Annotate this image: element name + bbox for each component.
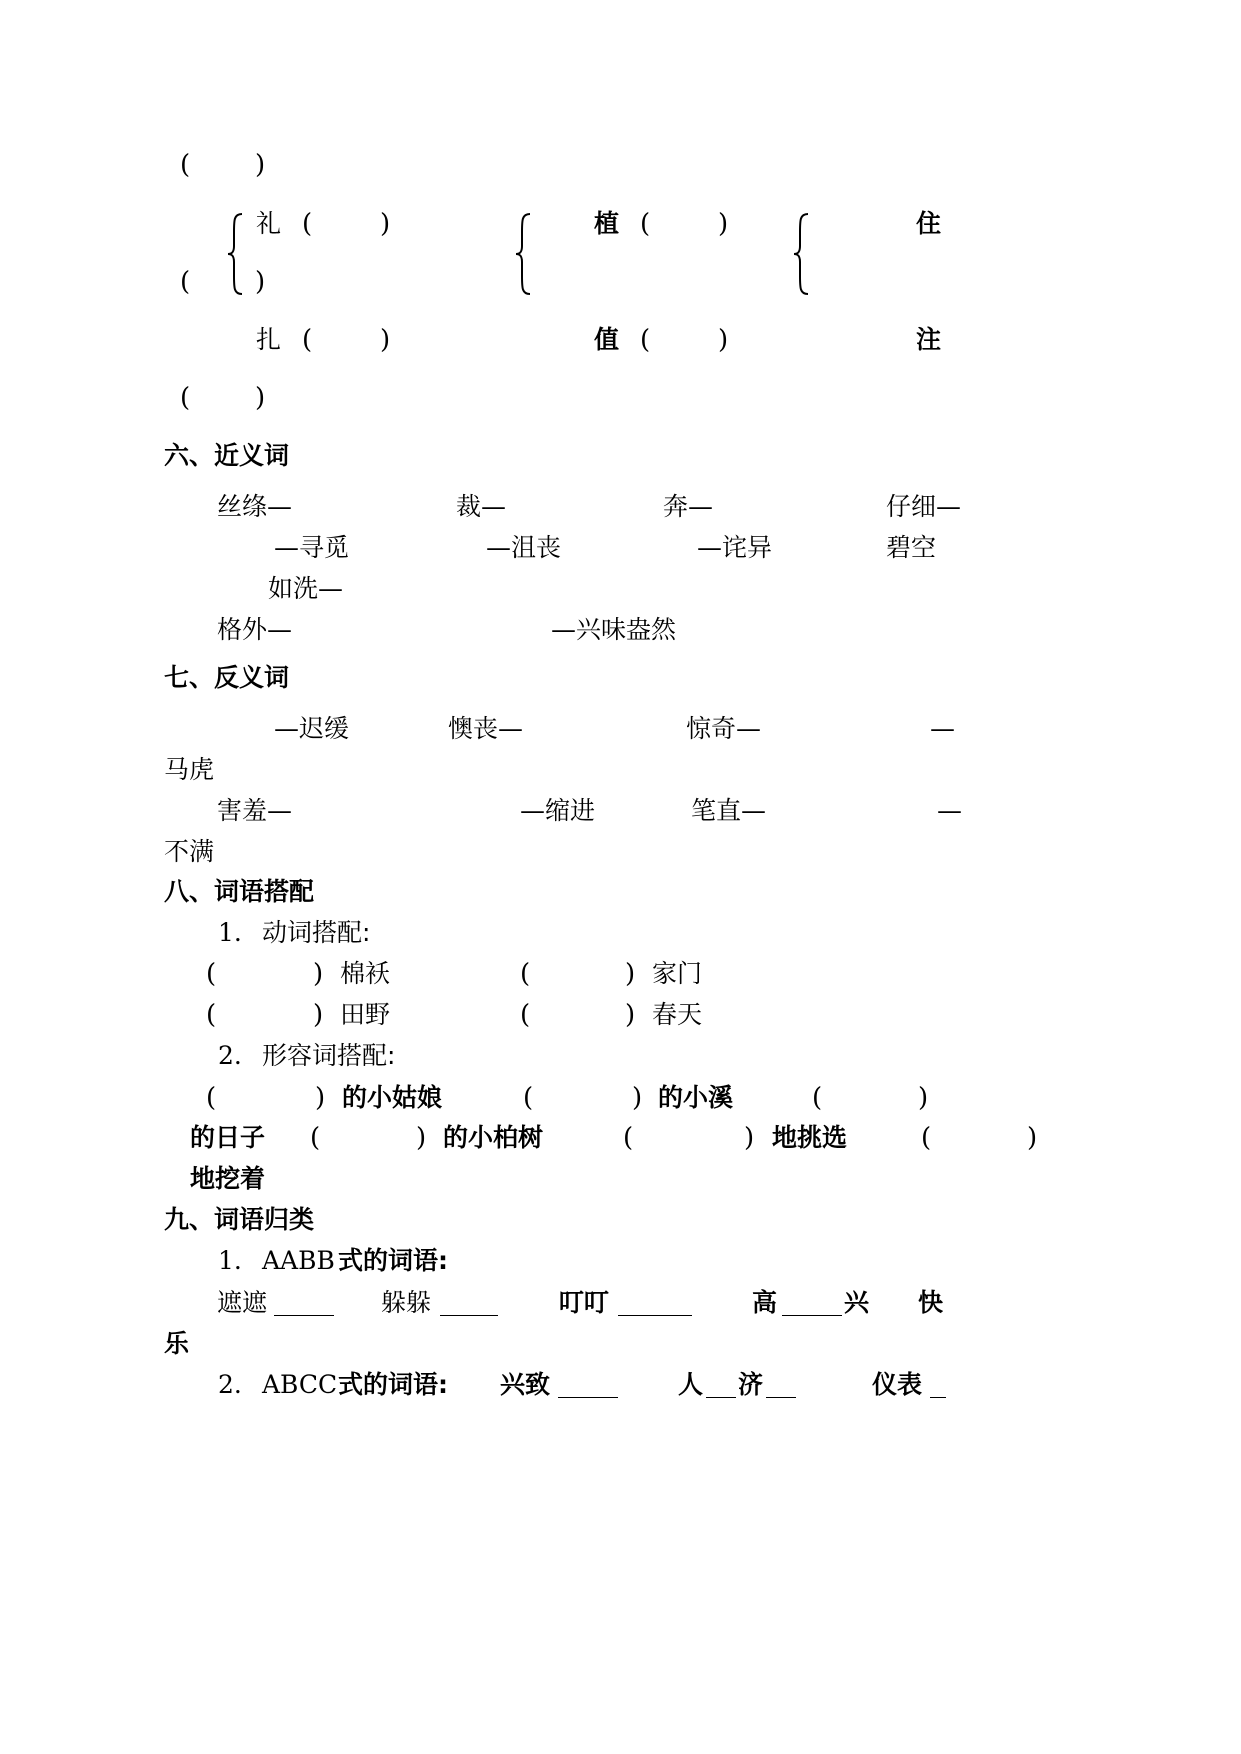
left-brace-2 xyxy=(514,212,532,296)
subsection-label: 式的词语: xyxy=(338,1246,448,1275)
synonym-item: 格外— xyxy=(217,615,293,644)
word-stem: 叮叮 xyxy=(559,1288,610,1317)
antonym-item: 害羞— xyxy=(217,796,293,825)
close-paren: ) xyxy=(315,1083,326,1113)
close-paren: ) xyxy=(255,383,266,413)
answer-blank xyxy=(930,1397,946,1398)
antonym-item: 不满 xyxy=(164,837,215,866)
answer-blank xyxy=(558,1397,618,1398)
open-paren: ( xyxy=(206,1083,217,1113)
open-paren: ( xyxy=(640,209,651,239)
section-heading-collocation: 八、词语搭配 xyxy=(164,877,315,906)
collocation-item: 田野 xyxy=(340,1000,391,1029)
antonym-item: —迟缓 xyxy=(274,714,350,743)
open-paren: ( xyxy=(310,1123,321,1153)
close-paren: ) xyxy=(918,1083,929,1113)
word-stem: 高 xyxy=(752,1288,778,1317)
synonym-item: 仔细— xyxy=(886,492,962,521)
answer-blank xyxy=(618,1315,692,1316)
pattern-label: AABB xyxy=(262,1246,335,1275)
char-zhu2: 注 xyxy=(916,325,942,354)
collocation-item: 地挖着 xyxy=(190,1164,266,1193)
char-zhi: 植 xyxy=(594,209,620,238)
subsection-number: 1. xyxy=(218,918,242,947)
answer-blank xyxy=(706,1397,736,1398)
close-paren: ) xyxy=(255,267,266,297)
open-paren: ( xyxy=(206,959,217,989)
answer-blank xyxy=(274,1315,334,1316)
open-paren: ( xyxy=(206,1000,217,1030)
word-stem: 遮遮 xyxy=(217,1288,268,1317)
open-paren: ( xyxy=(640,325,651,355)
section-heading-antonyms: 七、反义词 xyxy=(164,663,290,692)
collocation-item: 家门 xyxy=(652,959,703,988)
antonym-item: 惊奇— xyxy=(686,714,762,743)
close-paren: ) xyxy=(625,1000,636,1030)
close-paren: ) xyxy=(416,1123,427,1153)
close-paren: ) xyxy=(632,1083,643,1113)
synonym-item: 裁— xyxy=(456,492,507,521)
word-stem: 人 xyxy=(678,1370,704,1399)
synonym-item: 如洗— xyxy=(268,574,344,603)
subsection-label: 动词搭配: xyxy=(262,918,371,947)
open-paren: ( xyxy=(180,383,191,413)
collocation-item: 的日子 xyxy=(190,1123,266,1152)
close-paren: ) xyxy=(380,209,391,239)
collocation-item: 的小柏树 xyxy=(443,1123,544,1152)
synonym-item: 丝绦— xyxy=(217,492,293,521)
answer-blank xyxy=(440,1315,498,1316)
left-brace-3 xyxy=(792,212,810,296)
close-paren: ) xyxy=(744,1123,755,1153)
close-paren: ) xyxy=(718,209,729,239)
word-stem: 乐 xyxy=(164,1329,190,1358)
char-zhu: 住 xyxy=(916,209,942,238)
collocation-item: 地挑选 xyxy=(772,1123,848,1152)
synonym-item: —兴味盎然 xyxy=(551,615,677,644)
collocation-item: 的小姑娘 xyxy=(342,1083,443,1112)
open-paren: ( xyxy=(302,209,313,239)
close-paren: ) xyxy=(380,325,391,355)
synonym-item: —寻觅 xyxy=(274,533,350,562)
antonym-item: — xyxy=(930,714,955,743)
antonym-item: —缩进 xyxy=(520,796,596,825)
open-paren: ( xyxy=(520,1000,531,1030)
synonym-item: —诧异 xyxy=(697,533,773,562)
close-paren: ) xyxy=(313,1000,324,1030)
open-paren: ( xyxy=(812,1083,823,1113)
subsection-number: 2. xyxy=(218,1041,242,1070)
antonym-item: 懊丧— xyxy=(448,714,524,743)
word-stem: 快 xyxy=(918,1288,944,1317)
word-stem: 兴致 xyxy=(500,1370,551,1399)
char-li: 礼 xyxy=(256,209,282,238)
close-paren: ) xyxy=(1027,1123,1038,1153)
word-stem: 兴 xyxy=(844,1288,870,1317)
close-paren: ) xyxy=(313,959,324,989)
open-paren: ( xyxy=(523,1083,534,1113)
open-paren: ( xyxy=(921,1123,932,1153)
collocation-item: 的小溪 xyxy=(658,1083,734,1112)
close-paren: ) xyxy=(625,959,636,989)
subsection-label: 形容词搭配: xyxy=(262,1041,396,1070)
antonym-item: 马虎 xyxy=(164,755,215,784)
synonym-item: 碧空 xyxy=(886,533,937,562)
open-paren: ( xyxy=(623,1123,634,1153)
open-paren: ( xyxy=(180,150,191,180)
section-heading-classification: 九、词语归类 xyxy=(164,1205,315,1234)
answer-blank xyxy=(766,1397,796,1398)
pattern-label: ABCC xyxy=(262,1370,338,1399)
collocation-item: 棉袄 xyxy=(340,959,391,988)
section-heading-synonyms: 六、近义词 xyxy=(164,441,290,470)
close-paren: ) xyxy=(255,150,266,180)
close-paren: ) xyxy=(718,325,729,355)
word-stem: 躲躲 xyxy=(381,1288,432,1317)
char-zhi2: 值 xyxy=(594,325,620,354)
open-paren: ( xyxy=(180,267,191,297)
subsection-label: 式的词语: xyxy=(338,1370,448,1399)
word-stem: 仪表 xyxy=(872,1370,923,1399)
synonym-item: 奔— xyxy=(663,492,714,521)
synonym-item: —沮丧 xyxy=(486,533,562,562)
open-paren: ( xyxy=(520,959,531,989)
char-zha: 扎 xyxy=(256,325,282,354)
open-paren: ( xyxy=(302,325,313,355)
collocation-item: 春天 xyxy=(652,1000,703,1029)
left-brace-1 xyxy=(226,212,244,296)
subsection-number: 1. xyxy=(218,1246,242,1275)
word-stem: 济 xyxy=(738,1370,764,1399)
antonym-item: 笔直— xyxy=(691,796,767,825)
antonym-item: — xyxy=(937,796,962,825)
answer-blank xyxy=(782,1315,842,1316)
subsection-number: 2. xyxy=(218,1370,242,1399)
